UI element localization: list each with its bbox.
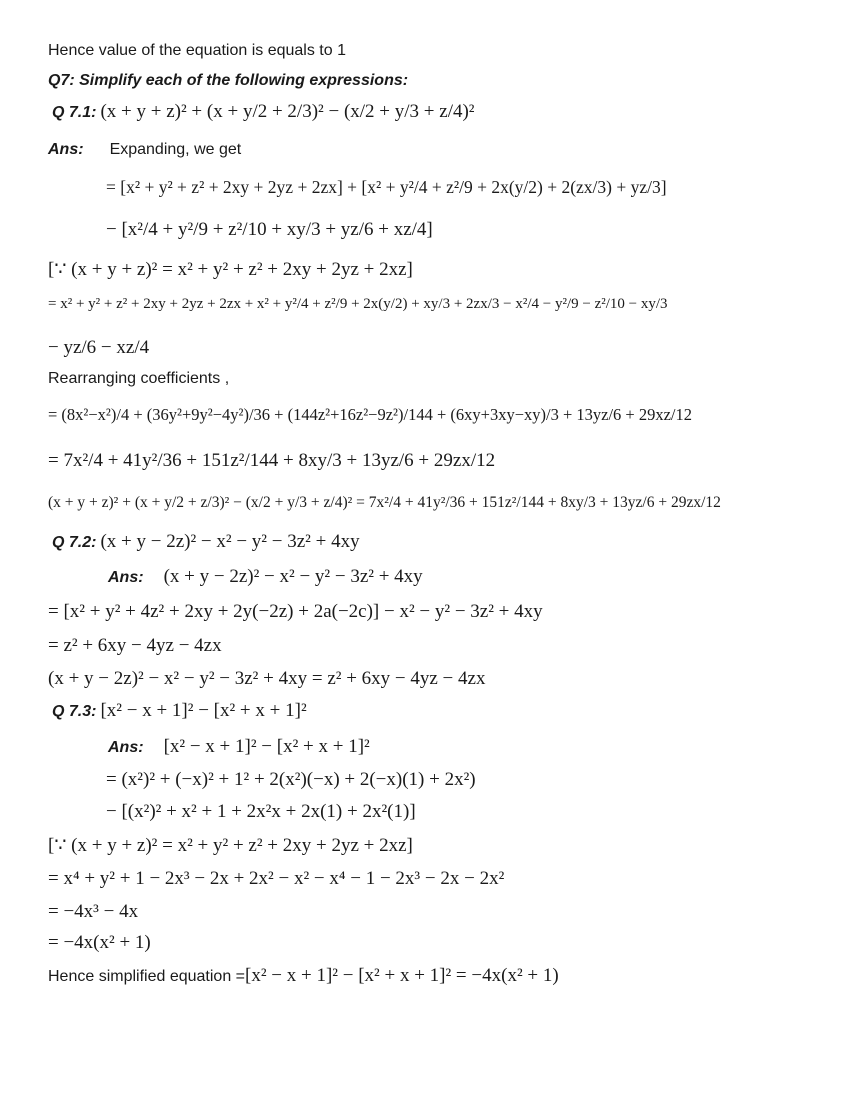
answer-expression: [x² − x + 1]² − [x² + x + 1]² (163, 736, 370, 757)
answer-line (108, 566, 423, 588)
identity-note (48, 258, 413, 281)
math-expression: = x² + y² + z² + 2xy + 2yz + 2zx + x² + y²/4 + z²/9 + 2x(y/2) + xy/3 + 2zx/3 − x²/4 − y²/9 − z²/10 − xy/3 (48, 296, 668, 313)
question-expression: (x + y + z)² + (x + y/2 + 2/3)² − (x/2 + y/3 + z/4)² (100, 101, 475, 122)
question-heading: Q7: Simplify each of the following expressions: (48, 72, 409, 89)
math-expression: = −4x³ − 4x (48, 900, 139, 922)
result-line (48, 667, 485, 690)
math-expression: = −4x(x² + 1) (48, 931, 151, 953)
result-line (48, 494, 721, 512)
math-expression: = [x² + y² + z² + 2xy + 2yz + 2zx] + [x² + y²/4 + z²/9 + 2x(y/2) + 2(zx/3) + yz/3] (106, 177, 667, 198)
math-expression: = (x²)² + (−x)² + 1² + 2(x²)(−x) + 2(−x)(1) + 2x²) (106, 768, 476, 790)
math-expression: = x⁴ + y² + 1 − 2x³ − 2x + 2x² − x² − x⁴ − 1 − 2x³ − 2x − 2x² (48, 867, 505, 889)
identity-note (48, 834, 413, 857)
math-line (48, 931, 151, 954)
math-expression: − [(x²)² + x² + 1 + 2x²x + 2x(1) + 2x²(1)] (106, 800, 416, 822)
rearranging-text: Rearranging coefficients , (48, 370, 230, 387)
math-line (48, 404, 692, 425)
question-label: Q 7.1: (52, 104, 97, 121)
math-expression: = [x² + y² + 4z² + 2xy + 2y(−2z) + 2a(−2c)] − x² − y² − 3z² + 4xy (48, 600, 543, 622)
math-line (48, 900, 138, 923)
final-answer-expression: [x² − x + 1]² − [x² + x + 1]² = −4x(x² + 1) (245, 965, 559, 986)
question-7-1 (52, 101, 475, 123)
math-line (48, 336, 149, 359)
math-line (48, 634, 222, 657)
math-line (106, 768, 476, 791)
question-7-3 (52, 700, 307, 722)
math-expression: (x + y − 2z)² − x² − y² − 3z² + 4xy = z² + 6xy − 4yz − 4zx (48, 667, 486, 689)
answer-label: Ans: (48, 141, 84, 158)
final-answer (48, 965, 559, 987)
answer-text: Expanding, we get (109, 141, 242, 158)
answer-label: Ans: (108, 739, 144, 756)
math-expression: − [x²/4 + y²/9 + z²/10 + xy/3 + yz/6 + xz/4] (106, 218, 433, 240)
conclusion-text: Hence value of the equation is equals to 1 (48, 42, 346, 59)
answer-label: Ans: (108, 569, 144, 586)
math-expression: [∵ (x + y + z)² = x² + y² + z² + 2xy + 2yz + 2xz] (48, 835, 413, 857)
math-expression: (x + y + z)² + (x + y/2 + z/3)² − (x/2 + y/3 + z/4)² = 7x²/4 + 41y²/36 + 151z²/144 + 8xy/3 + 13yz/6 + 29zx/12 (48, 494, 721, 512)
math-expression: − yz/6 − xz/4 (48, 336, 150, 358)
question-expression: [x² − x + 1]² − [x² + x + 1]² (100, 700, 307, 721)
math-line (48, 600, 543, 623)
math-line (48, 296, 668, 313)
math-line (48, 449, 495, 472)
math-line (48, 867, 504, 890)
math-line (106, 800, 416, 823)
math-line (106, 218, 433, 241)
math-expression: = 7x²/4 + 41y²/36 + 151z²/144 + 8xy/3 + 13yz/6 + 29zx/12 (48, 449, 496, 471)
question-expression: (x + y − 2z)² − x² − y² − 3z² + 4xy (100, 531, 360, 552)
math-expression: = z² + 6xy − 4yz − 4zx (48, 634, 222, 656)
math-expression: [∵ (x + y + z)² = x² + y² + z² + 2xy + 2yz + 2xz] (48, 259, 413, 281)
math-expression: = (8x²−x²)/4 + (36y²+9y²−4y²)/36 + (144z²+16z²−9z²)/144 + (6xy+3xy−xy)/3 + 13yz/6 + 29xz/12 (48, 405, 692, 425)
final-answer-text: Hence simplified equation = (48, 968, 246, 985)
question-label: Q 7.3: (52, 703, 97, 720)
answer-line (108, 736, 370, 758)
question-label: Q 7.2: (52, 534, 97, 551)
answer-intro (48, 141, 241, 159)
answer-expression: (x + y − 2z)² − x² − y² − 3z² + 4xy (163, 566, 423, 587)
question-7-2 (52, 531, 360, 553)
math-line (106, 176, 667, 198)
